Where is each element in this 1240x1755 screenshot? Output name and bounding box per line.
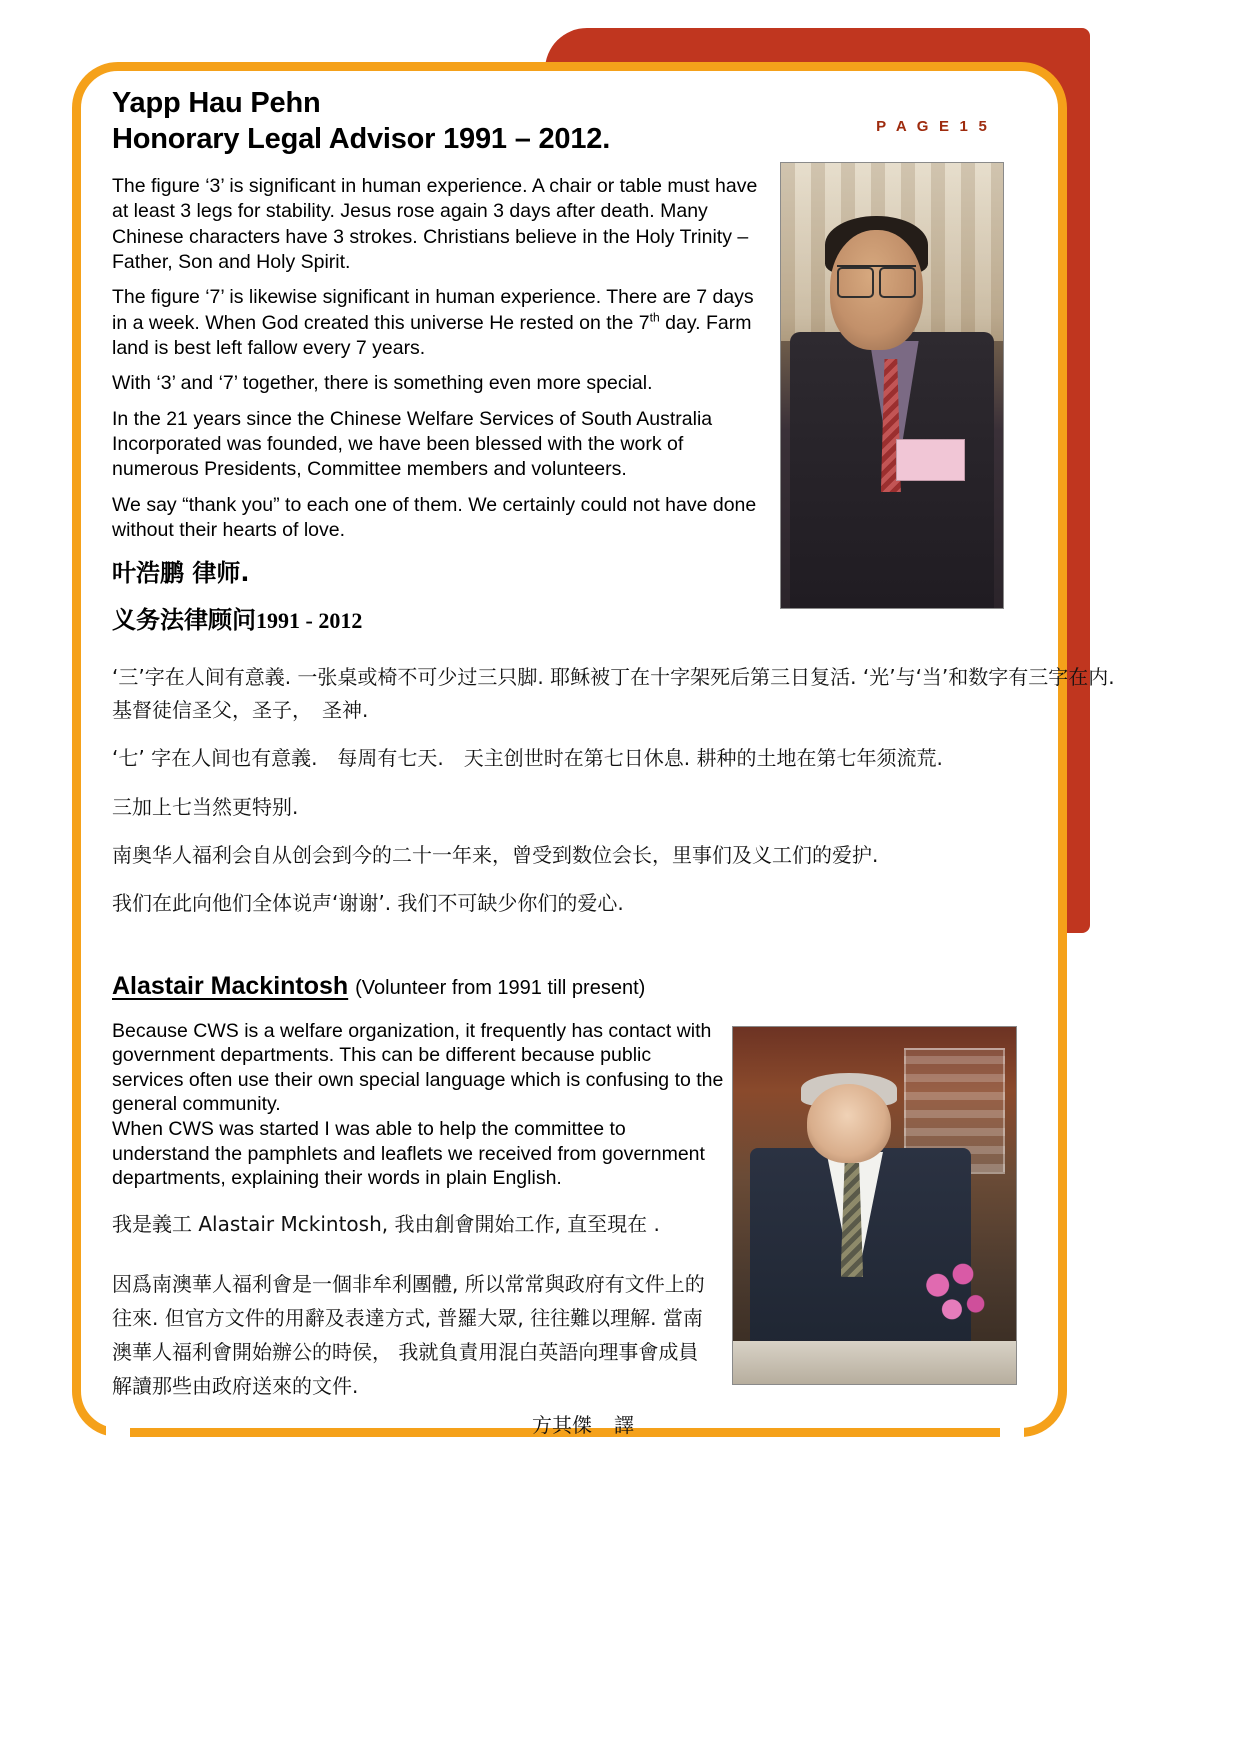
translator-label: 譯 bbox=[614, 1412, 634, 1437]
article2-chinese-intro: 我是義工 Alastair Mckintosh, 我由創會開始工作, 直至現在 . bbox=[112, 1211, 660, 1236]
article1-paragraph-2-pre: The figure ‘7’ is likewise significant in human experience. There are 7 days in a week. When God created this universe He rested on the 7 bbox=[112, 286, 754, 334]
photo1-name-badge bbox=[896, 439, 965, 481]
article1-chinese-name: 叶浩鹏 律师. bbox=[112, 559, 250, 588]
alastair-mackintosh-photo bbox=[732, 1026, 1017, 1385]
article2-paragraph-2: When CWS was started I was able to help the committee to understand the pamphlets and leaflets we received from government departments, explaining their words in plain English. bbox=[112, 1117, 705, 1190]
article1-chinese-paragraph-4: 南奥华人福利会自从创会到今的二十一年来，曾受到数位会长，里事们及义工们的爱护. bbox=[112, 842, 879, 867]
article1-chinese-paragraph-3: 三加上七当然更特别. bbox=[112, 794, 299, 819]
photo1-glasses bbox=[837, 265, 917, 294]
article2-paragraph-1: Because CWS is a welfare organization, it frequently has contact with government departments. This can be different because public services often use their own special language which is confusing to the general community. bbox=[112, 1019, 724, 1116]
article1-chinese-role bbox=[112, 600, 772, 635]
article1-english-column bbox=[112, 174, 772, 635]
article1-title bbox=[112, 86, 752, 158]
article1-paragraph-2-post: day. Farm land is best left fallow every 7 years. bbox=[112, 311, 752, 359]
article1-chinese-role-text: 义务法律顾问 bbox=[112, 606, 256, 635]
article1-chinese-paragraph-5: 我们在此向他们全体说声‘谢谢’. 我们不可缺少你们的爱心. bbox=[112, 891, 624, 916]
translator-credit bbox=[112, 1409, 727, 1438]
article2-role: (Volunteer from 1991 till present) bbox=[355, 976, 646, 999]
photo2-orchids bbox=[914, 1248, 993, 1341]
article1-title-line2: Honorary Legal Advisor 1991 – 2012. bbox=[112, 122, 611, 155]
article2-english-column bbox=[112, 1019, 727, 1438]
article2-name: Alastair Mackintosh bbox=[112, 971, 349, 1000]
article1-paragraph-1: The figure ‘3’ is significant in human experience. A chair or table must have at least 3 legs for stability. Jesus rose again 3 days after death. Many Chinese characters have 3 strokes. Christians believe in the Holy Trinity – Father, Son and Holy Spirit. bbox=[112, 174, 758, 273]
page-content bbox=[112, 86, 1135, 1438]
article1-chinese-paragraph-2: ‘七’ 字在人间也有意義. 每周有七天. 天主创世时在第七日休息. 耕种的土地在第七年须流荒. bbox=[112, 746, 943, 771]
article2 bbox=[112, 972, 1032, 1438]
ordinal-suffix: th bbox=[649, 310, 660, 325]
page-number: P A G E 1 5 bbox=[876, 118, 990, 135]
article1-paragraph-3: With ‘3’ and ‘7’ together, there is something even more special. bbox=[112, 372, 653, 395]
article2-chinese-body: 因爲南澳華人福利會是一個非牟利團體, 所以常常與政府有文件上的往來. 但官方文件的用辭及表達方式, 普羅大眾, 往往難以理解. 當南澳華人福利會開始辦公的時侯， 我就負責用混白英語向理事會成員解讀那些由政府送來的文件. bbox=[112, 1271, 705, 1398]
article1-paragraph-5: We say “thank you” to each one of them. We certainly could not have done without their hearts of love. bbox=[112, 493, 757, 542]
article1-paragraph-4: In the 21 years since the Chinese Welfare Services of South Australia Incorporated was founded, we have been blessed with the work of numerous Presidents, Committee members and volunteers. bbox=[112, 407, 713, 481]
article1-title-line1: Yapp Hau Pehn bbox=[112, 87, 321, 119]
article1-chinese-column bbox=[112, 661, 1142, 919]
translator-name: 方其傑 bbox=[532, 1412, 592, 1437]
article1-chinese-paragraph-1: ‘三’字在人间有意義. 一张桌或椅不可少过三只脚. 耶稣被丁在十字架死后第三日复活. ‘光’与‘当’和数字有三字在内. 基督徒信圣父，圣子， 圣神. bbox=[112, 665, 1135, 722]
article1-paragraph-2 bbox=[112, 285, 772, 361]
photo2-table bbox=[733, 1341, 1016, 1384]
article2-title bbox=[112, 972, 1032, 1001]
yapp-hau-pehn-photo bbox=[780, 162, 1004, 609]
photo2-face bbox=[807, 1084, 892, 1163]
article1-chinese-role-years: 1991 - 2012 bbox=[256, 608, 363, 634]
